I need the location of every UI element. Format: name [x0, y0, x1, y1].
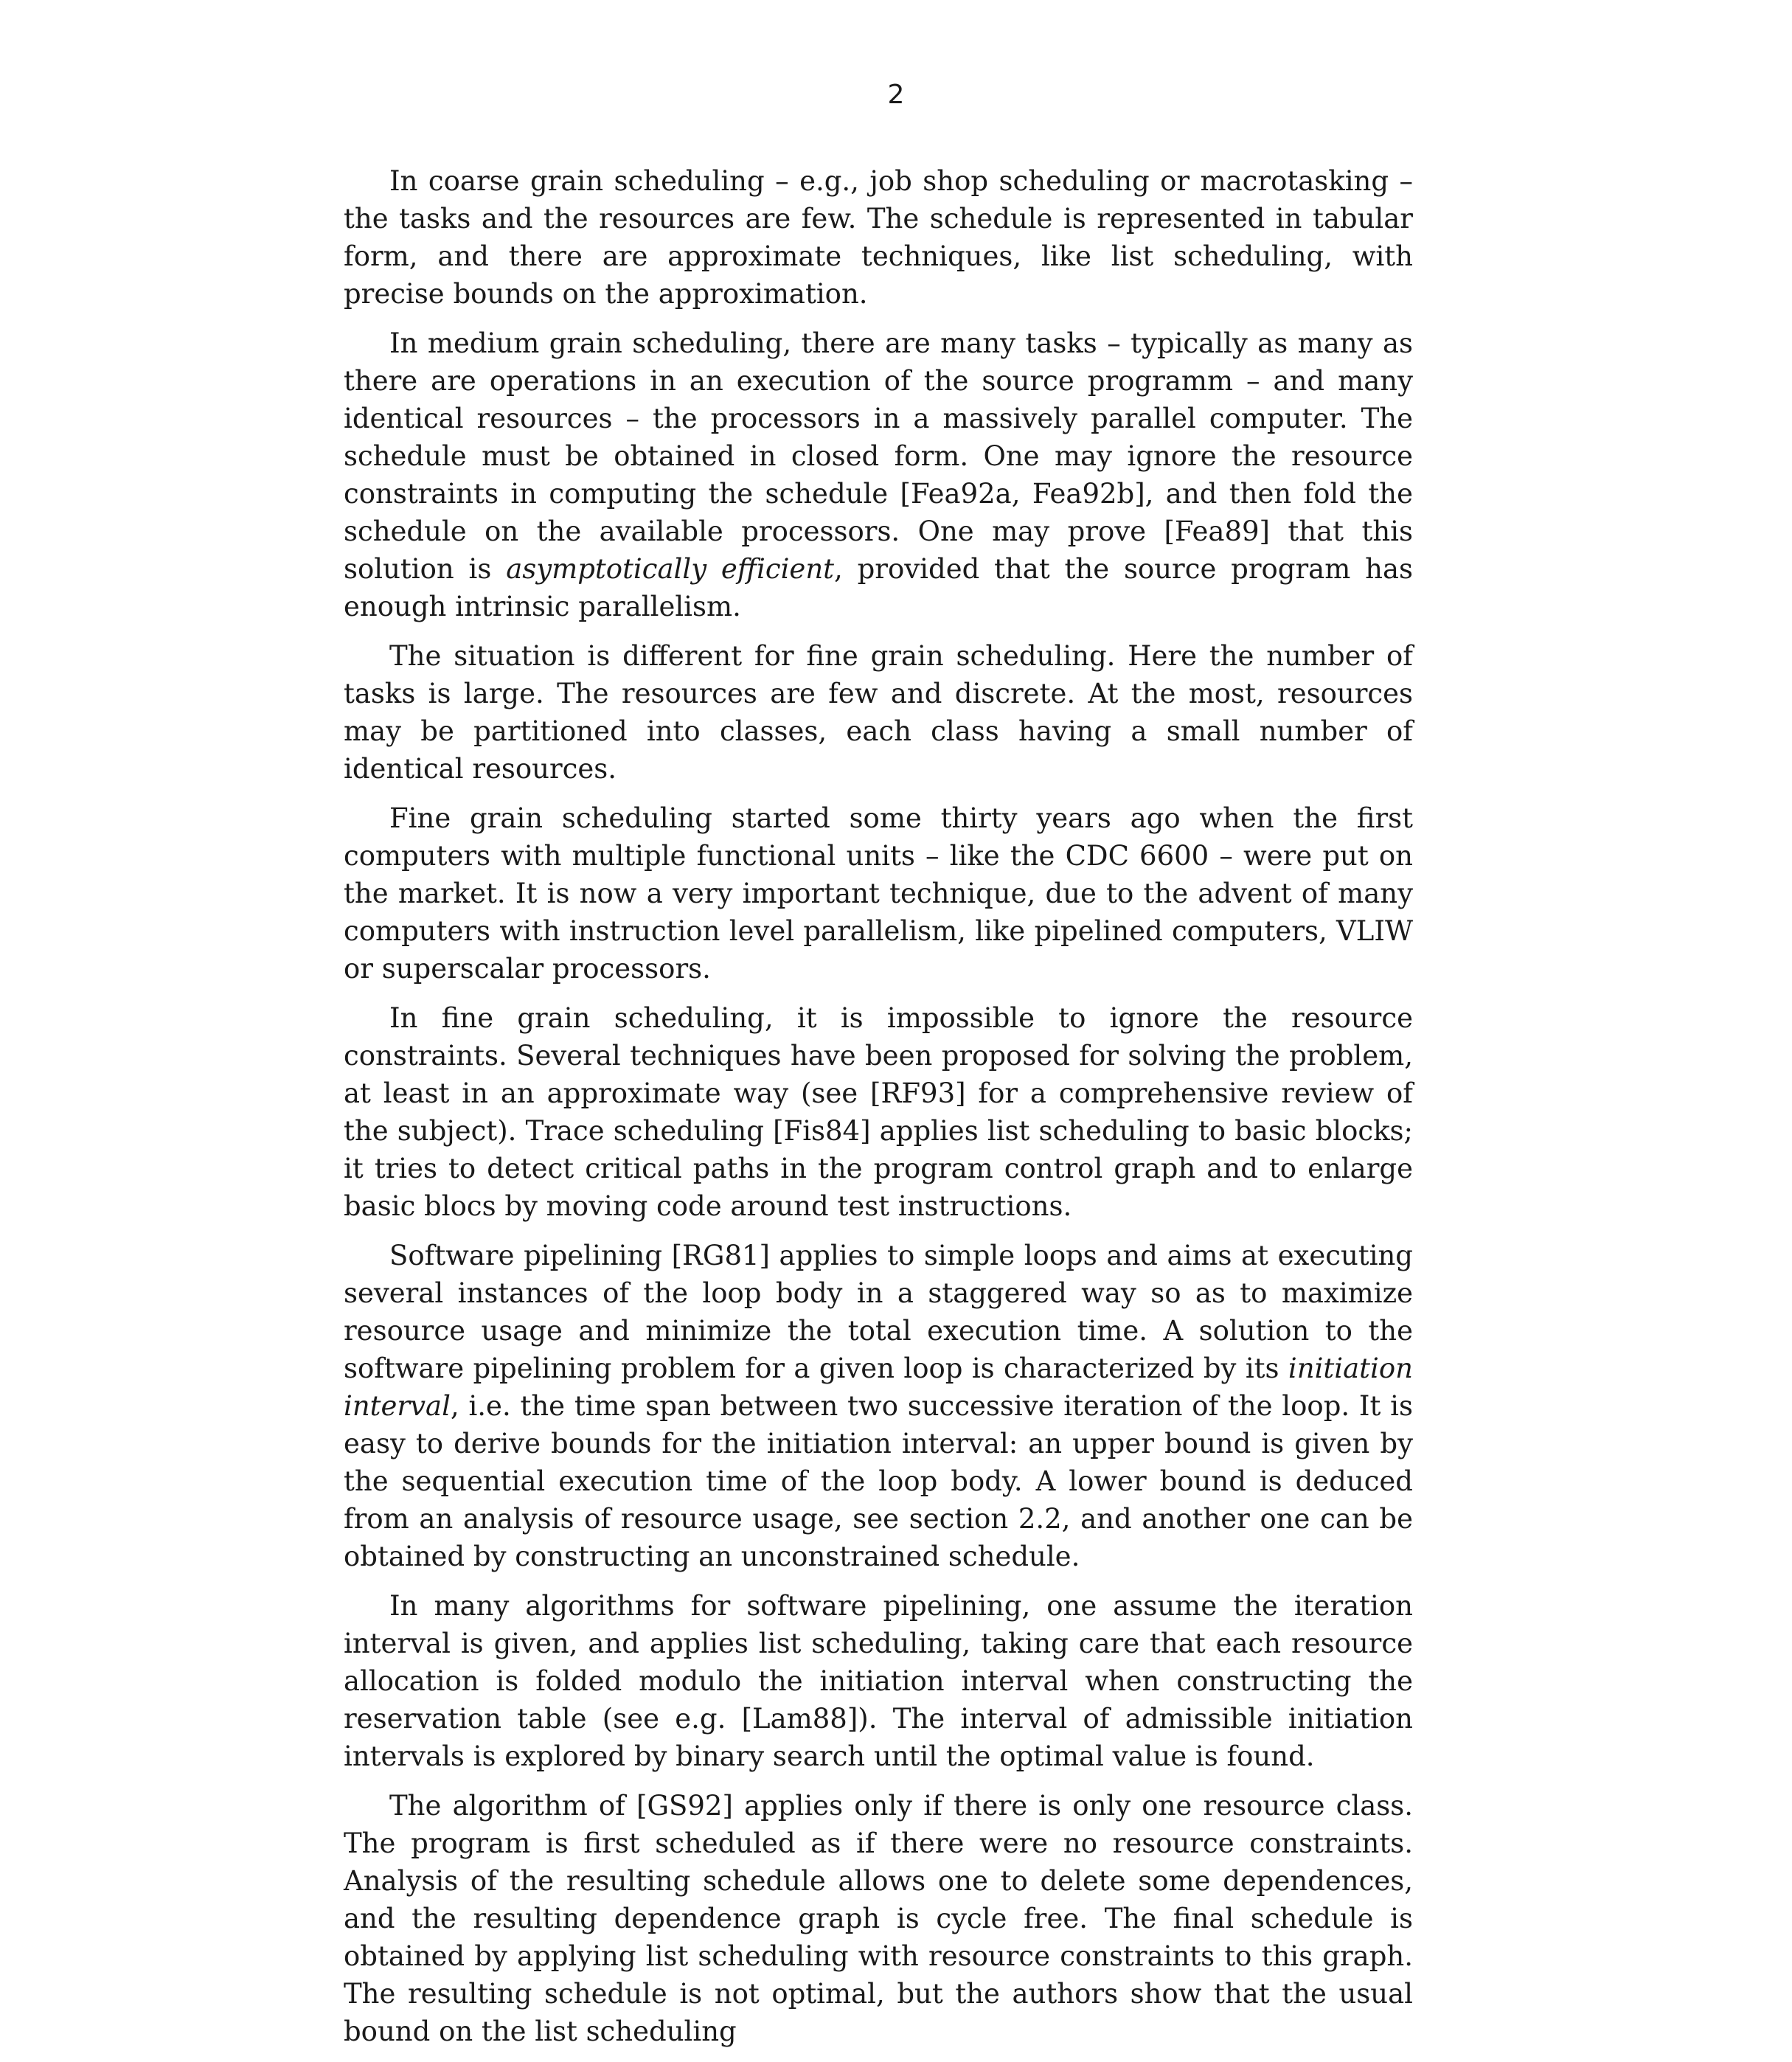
paragraph-text: Software pipelining [RG81] applies to simple loops and aims at executing several instances of the loop body in a staggered way so as to maximize resource usage and minimize the total execution time. A solution to the software pipelining problem for a given loop is characterized by its [344, 1240, 1413, 1384]
paragraph-software-pipelining [344, 1237, 1413, 1575]
paragraph-pipelining-algorithms: In many algorithms for software pipelining, one assume the iteration interval is given, and applies list scheduling, taking care that each resource allocation is folded modulo the initiation interval when constructing the reservation table (see e.g. [Lam88]). The interval of admissible initiation intervals is explored by binary search until the optimal value is found. [344, 1590, 1413, 1772]
paragraph-text: , provided that the source program has enough intrinsic parallelism. [344, 553, 1414, 622]
paragraph-coarse-grain: In coarse grain scheduling – e.g., job shop scheduling or macrotasking – the tasks and the resources are few. The schedule is represented in tabular form, and there are approximate techniques, like list scheduling, with precise bounds on the approximation. [344, 165, 1413, 310]
paragraph-text: In medium grain scheduling, there are many tasks – typically as many as there are operations in an execution of the source programm – and many identical resources – the processors in a massively parallel computer. The schedule must be obtained in closed form. One may ignore the resource constraints in computing the schedule [Fea92a, Fea92b], and then fold the schedule on the available processors. One may prove [Fea89] that this solution is [344, 327, 1413, 585]
paragraph-resource-constraints: In fine grain scheduling, it is impossible to ignore the resource constraints. Several techniques have been proposed for solving the problem, at least in an approximate way (see [RF93] for a comprehensive review of the subject). Trace scheduling [Fis84] applies list scheduling to basic blocks; it tries to detect critical paths in the program control graph and to enlarge basic blocs by moving code around test instructions. [344, 1002, 1413, 1222]
paragraph-fine-grain-situation: The situation is different for fine grain scheduling. Here the number of tasks is large. The resources are few and discrete. At the most, resources may be partitioned into classes, each class having a small number of identical resources. [344, 640, 1413, 785]
emphasis-term: asymptotically efficient [506, 553, 835, 585]
paragraph-medium-grain [344, 324, 1413, 625]
text-body [344, 162, 1413, 2062]
page-number: 2 [887, 80, 905, 110]
emphasis-term: initiation interval [344, 1353, 1413, 1422]
paragraph-fine-grain-history: Fine grain scheduling started some thirty years ago when the first computers with multiple functional units – like the CDC 6600 – were put on the market. It is now a very important technique, due to the advent of many computers with instruction level parallelism, like pipelined computers, VLIW or superscalar processors. [344, 802, 1413, 985]
paragraph-text: , i.e. the time span between two successive iteration of the loop. It is easy to derive bounds for the initiation interval: an upper bound is given by the sequential execution time of the loop body. A lower bound is deduced from an analysis of resource usage, see section 2.2, and another one can be obtained by constructing an unconstrained schedule. [344, 1390, 1413, 1572]
paragraph-gs92-algorithm: The algorithm of [GS92] applies only if there is only one resource class. The program is first scheduled as if there were no resource constraints. Analysis of the resulting schedule allows one to delete some dependences, and the resulting dependence graph is cycle free. The final schedule is obtained by applying list scheduling with resource constraints to this graph. The resulting schedule is not optimal, but the authors show that the usual bound on the list scheduling [344, 1790, 1413, 2047]
